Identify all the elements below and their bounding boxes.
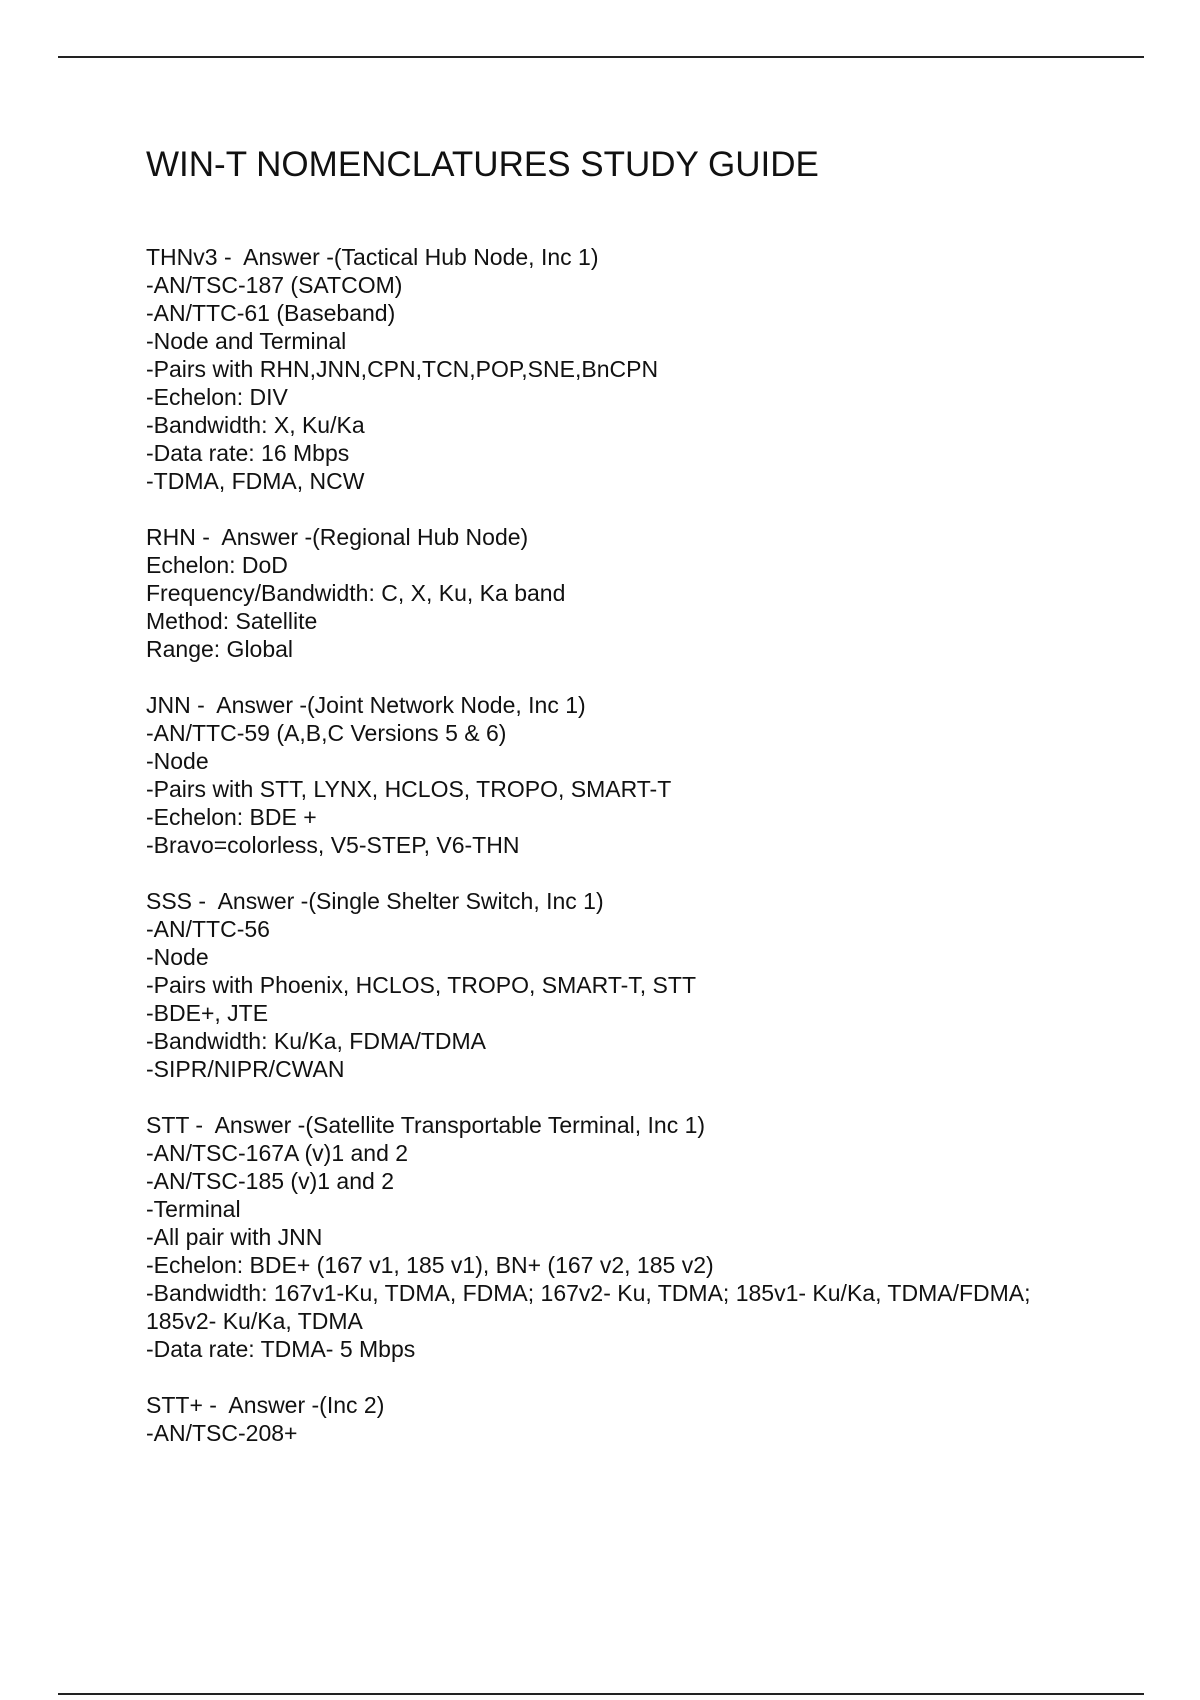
section-line: -Data rate: 16 Mbps [146, 440, 350, 466]
section-line: -Pairs with Phoenix, HCLOS, TROPO, SMART-T, STT [146, 972, 697, 998]
section-line: -Bandwidth: X, Ku/Ka [146, 412, 365, 438]
top-rule [58, 56, 1144, 58]
section-line: -Bravo=colorless, V5-STEP, V6-THN [146, 832, 520, 858]
section-line: -Bandwidth: Ku/Ka, FDMA/TDMA [146, 1028, 486, 1054]
section-line: -TDMA, FDMA, NCW [146, 468, 365, 494]
section-line: -Echelon: BDE + [146, 804, 317, 830]
section-line: -Node and Terminal [146, 328, 347, 354]
section-line: -AN/TSC-208+ [146, 1420, 298, 1446]
section-line: -SIPR/NIPR/CWAN [146, 1056, 345, 1082]
guide-section [146, 1391, 1106, 1447]
section-line: -AN/TTC-59 (A,B,C Versions 5 & 6) [146, 720, 507, 746]
section-line: -Bandwidth: 167v1-Ku, TDMA, FDMA; 167v2- Ku, TDMA; 185v1- Ku/Ka, TDMA/FDMA; [146, 1280, 1031, 1306]
section-line: Frequency/Bandwidth: C, X, Ku, Ka band [146, 580, 566, 606]
section-line: -Echelon: DIV [146, 384, 288, 410]
section-line: Method: Satellite [146, 608, 318, 634]
section-line: -Data rate: TDMA- 5 Mbps [146, 1336, 416, 1362]
section-heading: STT - Answer -(Satellite Transportable Terminal, Inc 1) [146, 1112, 706, 1138]
section-line: -All pair with JNN [146, 1224, 323, 1250]
section-line: -AN/TSC-185 (v)1 and 2 [146, 1168, 394, 1194]
section-line: -Terminal [146, 1196, 241, 1222]
section-heading: SSS - Answer -(Single Shelter Switch, Inc 1) [146, 888, 604, 914]
section-line: -Node [146, 944, 209, 970]
guide-section [146, 523, 1106, 663]
page-title: WIN-T NOMENCLATURES STUDY GUIDE [146, 145, 819, 184]
guide-section [146, 243, 1106, 495]
section-line: -AN/TSC-167A (v)1 and 2 [146, 1140, 409, 1166]
bottom-rule [58, 1693, 1144, 1695]
guide-section [146, 691, 1106, 859]
section-heading: STT+ - Answer -(Inc 2) [146, 1392, 385, 1418]
section-line: -Node [146, 748, 209, 774]
study-guide-content [146, 243, 1106, 1475]
section-heading: JNN - Answer -(Joint Network Node, Inc 1) [146, 692, 586, 718]
section-line: Range: Global [146, 636, 294, 662]
section-heading: THNv3 - Answer -(Tactical Hub Node, Inc 1) [146, 244, 599, 270]
section-line: -AN/TTC-61 (Baseband) [146, 300, 396, 326]
section-line: -Pairs with STT, LYNX, HCLOS, TROPO, SMART-T [146, 776, 672, 802]
section-line: Echelon: DoD [146, 552, 288, 578]
section-line: -Echelon: BDE+ (167 v1, 185 v1), BN+ (167 v2, 185 v2) [146, 1252, 714, 1278]
section-line: -Pairs with RHN,JNN,CPN,TCN,POP,SNE,BnCPN [146, 356, 659, 382]
section-line: 185v2- Ku/Ka, TDMA [146, 1308, 363, 1334]
guide-section [146, 887, 1106, 1083]
section-line: -AN/TTC-56 [146, 916, 270, 942]
guide-section [146, 1111, 1106, 1363]
section-line: -BDE+, JTE [146, 1000, 269, 1026]
section-line: -AN/TSC-187 (SATCOM) [146, 272, 403, 298]
section-heading: RHN - Answer -(Regional Hub Node) [146, 524, 529, 550]
